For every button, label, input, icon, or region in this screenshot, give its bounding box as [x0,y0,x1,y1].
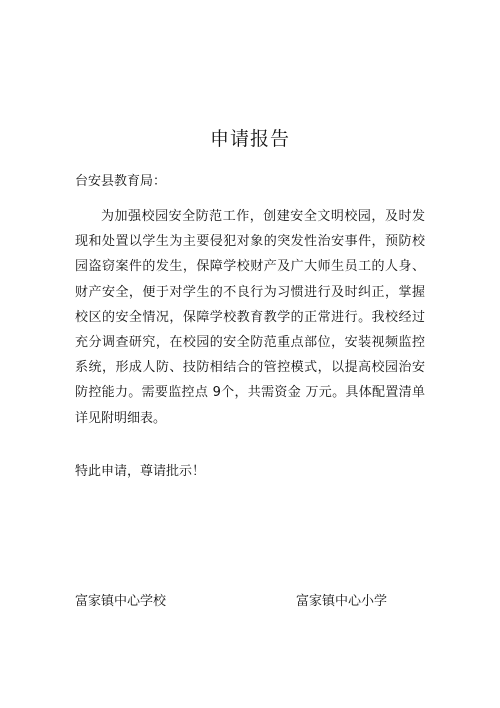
body-paragraph: 为加强校园安全防范工作，创建安全文明校园，及时发现和处置以学生为主要侵犯对象的突发性治安事件，预防校园盗窃案件的发生，保障学校财产及广大师生员工的人身、财产安全，便于对学生的不良行为习惯进行及时纠正，掌握校区的安全情况，保障学校教育教学的正常进行。我校经过充分调查研究，在校园的安全防范重点部位，安装视频监控系统，形成人防、技防相结合的管控模式，以提高校园治安防控能力。需要监控点 9个，共需资金 万元。具体配置清单详见附明细表。 [75,209,425,426]
recipient-line: 台安县教育局： [75,174,167,189]
closing-line: 特此申请，尊请批示！ [75,464,206,479]
signature-left: 富家镇中心学校 [75,594,167,609]
document-title: 申请报告 [209,128,290,150]
signature-right: 富家镇中心小学 [296,594,388,609]
